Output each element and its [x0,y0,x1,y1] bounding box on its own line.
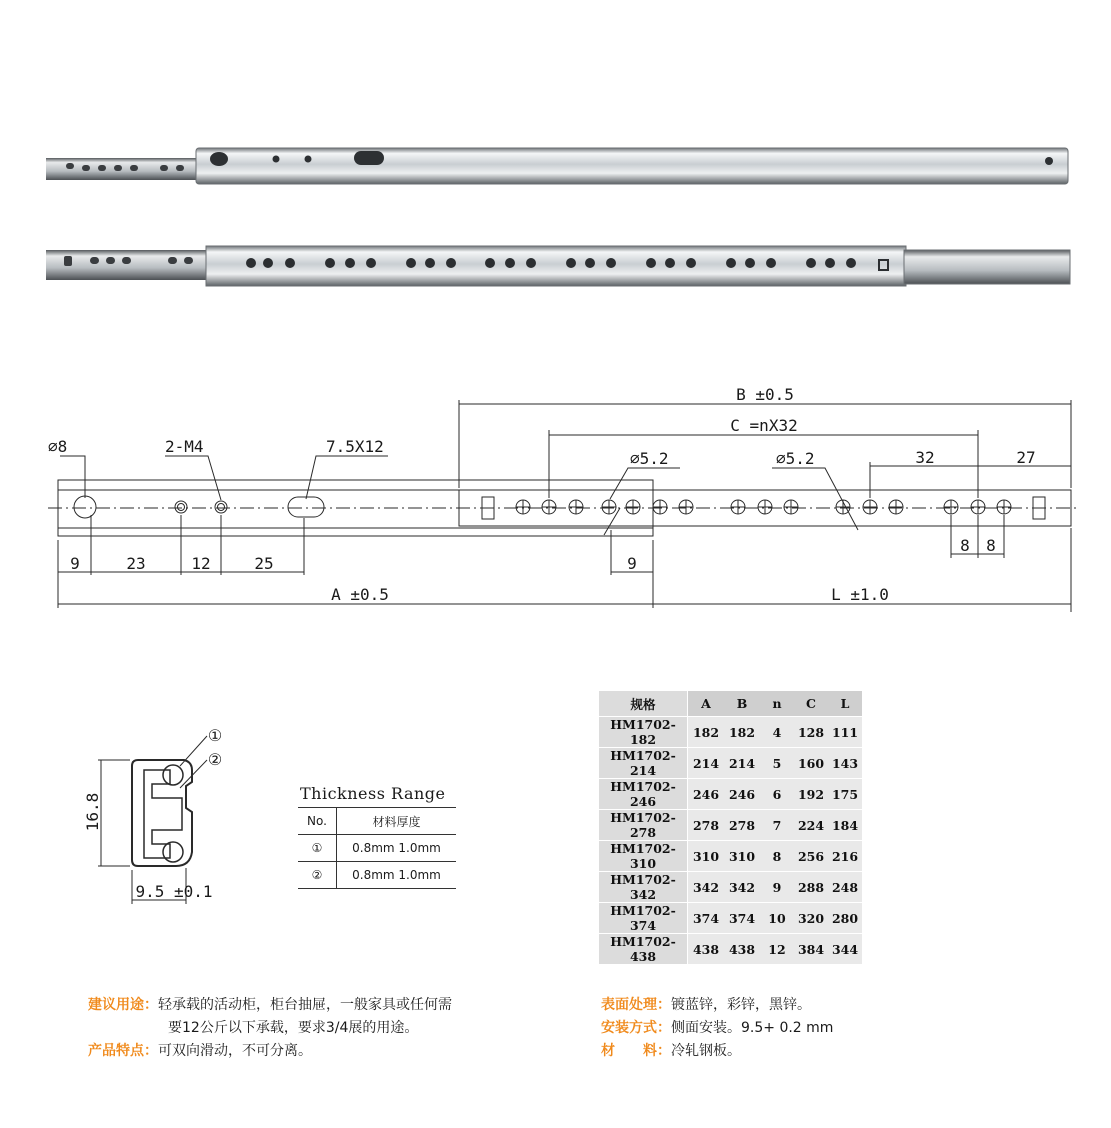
cell-c: 384 [794,934,828,965]
cell-l: 344 [828,934,862,965]
dim-a: A ±0.5 [331,585,389,604]
cell-model: HM1702-342 [599,872,688,903]
spec-header-row [599,691,862,717]
usage-text-2: 要12公斤以下承载，要求3/4展的用途。 [168,1020,419,1036]
notes-right [601,994,833,1063]
feature-line [88,1040,452,1063]
hole-m4-b [305,156,312,163]
cell-a: 438 [688,934,725,965]
material-text: 冷轧钢板。 [671,1043,741,1059]
thickness-value: 0.8mm 1.0mm [337,862,457,889]
notes-left [88,994,452,1063]
cell-a: 214 [688,748,725,779]
dim-slot: 7.5X12 [326,437,384,456]
dim-b: B ±0.5 [736,385,794,404]
cell-a: 310 [688,841,725,872]
usage-text-1: 轻承载的活动柜，柜台抽屉，一般家具或任何需 [158,997,452,1013]
dim-8a: 8 [960,536,970,555]
feature-label: 产品特点： [88,1043,158,1059]
ball-bottom [163,842,183,862]
dim-8b: 8 [986,536,996,555]
spec-table-wrap [599,690,862,965]
cell-l: 143 [828,748,862,779]
cell-n: 5 [760,748,794,779]
thickness-row [298,862,456,889]
middle-rail [206,246,906,286]
cell-model: HM1702-246 [599,779,688,810]
cell-b: 246 [724,779,760,810]
hole-m4-a [273,156,280,163]
table-row [599,748,862,779]
dim-l: L ±1.0 [831,585,889,604]
cell-model: HM1702-438 [599,934,688,965]
material-line [601,1040,833,1063]
callout-2: ② [207,750,223,769]
usage-label: 建议用途： [88,997,158,1013]
thickness-no: ② [298,862,337,889]
section-height: 16.8 [83,792,102,832]
install-line [601,1017,833,1040]
cell-c: 224 [794,810,828,841]
cell-n: 7 [760,810,794,841]
end-rail [904,250,1070,284]
table-row [599,903,862,934]
cell-b: 310 [724,841,760,872]
feature-text: 可双向滑动，不可分离。 [158,1043,312,1059]
cell-b: 374 [724,903,760,934]
cell-l: 216 [828,841,862,872]
cell-c: 320 [794,903,828,934]
cell-n: 9 [760,872,794,903]
dim-9a: 9 [70,554,80,573]
cell-l: 111 [828,717,862,748]
dimension-labels [48,385,1036,604]
dim-m4: 2-M4 [165,437,204,456]
outer-rail [196,148,1068,184]
rail-photo-top [46,148,1068,184]
cell-a: 342 [688,872,725,903]
cell-c: 288 [794,872,828,903]
spec-header-l: L [828,691,862,717]
material-label: 材 料： [601,1043,671,1059]
cell-a: 182 [688,717,725,748]
technical-drawing [48,400,1080,612]
cell-a: 374 [688,903,725,934]
dim-c: C =nX32 [730,416,798,435]
cell-b: 438 [724,934,760,965]
cell-model: HM1702-310 [599,841,688,872]
spec-header-model: 规格 [599,691,688,717]
cell-b: 214 [724,748,760,779]
cell-b: 342 [724,872,760,903]
surface-label: 表面处理： [601,997,671,1013]
thickness-row [298,835,456,862]
thickness-title: Thickness Range [300,784,446,803]
cell-c: 256 [794,841,828,872]
hole-8 [210,152,228,166]
dim-12: 12 [191,554,211,573]
dim-25: 25 [254,554,274,573]
section-width: 9.5 ±0.1 [135,882,213,901]
thickness-value: 0.8mm 1.0mm [337,835,457,862]
usage-line [88,994,452,1017]
rail-photo-bottom [46,246,1070,286]
surface-line [601,994,833,1017]
cell-l: 175 [828,779,862,810]
cell-l: 280 [828,903,862,934]
callout-1: ① [207,726,223,745]
cell-c: 128 [794,717,828,748]
cell-n: 12 [760,934,794,965]
surface-text: 镀蓝锌，彩锌，黑锌。 [671,997,811,1013]
cell-n: 8 [760,841,794,872]
spec-header-b: B [724,691,760,717]
table-row [599,810,862,841]
dim-dia52-left: ⌀5.2 [630,449,669,468]
rear-hole [1045,157,1053,165]
table-row [599,779,862,810]
cell-model: HM1702-374 [599,903,688,934]
dim-9b: 9 [627,554,637,573]
cell-l: 248 [828,872,862,903]
spec-table [599,690,862,965]
install-text: 侧面安装。9.5+ 0.2 mm [671,1020,834,1036]
cell-b: 278 [724,810,760,841]
cell-l: 184 [828,810,862,841]
cell-n: 6 [760,779,794,810]
thickness-range [298,784,458,889]
cell-model: HM1702-278 [599,810,688,841]
dim-dia8: ⌀8 [48,437,68,456]
dim-27: 27 [1016,448,1036,467]
dim-32: 32 [915,448,935,467]
table-row [599,841,862,872]
dim-dia52-right: ⌀5.2 [776,449,815,468]
spec-header-c: C [794,691,828,717]
cell-b: 182 [724,717,760,748]
thickness-header-no: No. [298,808,337,835]
cell-a: 246 [688,779,725,810]
thickness-header-row [298,808,456,835]
hole-dia8 [74,496,96,518]
inner-rail-profile [144,770,182,858]
dim-23: 23 [126,554,146,573]
slot-hole [354,151,384,165]
thickness-header-material: 材料厚度 [337,808,457,835]
spec-header-n: n [760,691,794,717]
cell-a: 278 [688,810,725,841]
cell-c: 160 [794,748,828,779]
install-label: 安装方式： [601,1020,671,1036]
table-row [599,717,862,748]
inner-rail-holes [516,500,1011,514]
cross-section [98,736,207,904]
table-row [599,934,862,965]
usage-line-2 [88,1017,452,1040]
cell-c: 192 [794,779,828,810]
table-row [599,872,862,903]
slot-outline [288,497,324,517]
cell-n: 10 [760,903,794,934]
cell-model: HM1702-182 [599,717,688,748]
thickness-table [298,807,456,889]
ball-top [163,765,183,785]
cell-model: HM1702-214 [599,748,688,779]
cell-n: 4 [760,717,794,748]
thickness-no: ① [298,835,337,862]
spec-header-a: A [688,691,725,717]
